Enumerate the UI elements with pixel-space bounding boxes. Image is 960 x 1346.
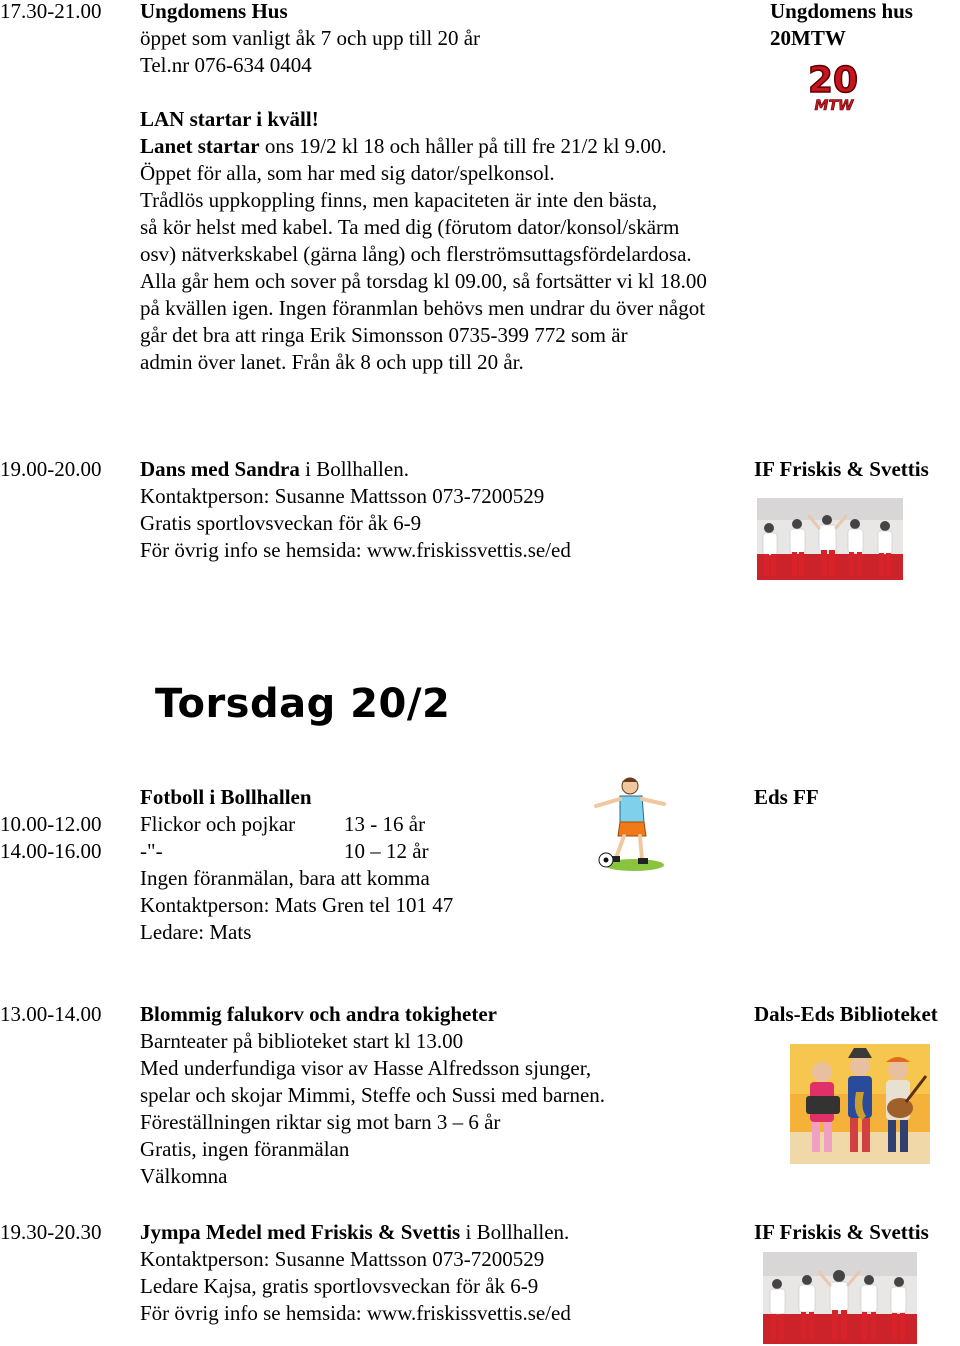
- lan-line-bold: Lanet startar: [140, 134, 260, 158]
- org-ungdomens-hus: [770, 0, 913, 52]
- event-line: Kontaktperson: Susanne Mattsson 073-7200529: [140, 1247, 545, 1271]
- event-line: Kontaktperson: Susanne Mattsson 073-7200529: [140, 484, 545, 508]
- event-title: Blommig falukorv och andra tokigheter: [140, 1002, 497, 1026]
- org-friskis-2: IF Friskis & Svettis: [754, 1220, 929, 1244]
- event-line: Föreställningen riktar sig mot barn 3 – 6 år: [140, 1110, 501, 1134]
- event-line: Kontaktperson: Mats Gren tel 101 47: [140, 893, 454, 917]
- football-age-1: 13 - 16 år: [344, 812, 426, 836]
- time-football-2: 14.00-16.00: [0, 839, 102, 863]
- jympa-group-photo: [763, 1252, 917, 1344]
- lan-line: [140, 133, 707, 160]
- event-title: Dans med Sandra: [140, 457, 300, 481]
- event-line: För övrig info se hemsida: www.friskissvettis.se/ed: [140, 538, 571, 562]
- event-line: Med underfundiga visor av Hasse Alfredsson sjunger,: [140, 1056, 592, 1080]
- event-line: Barnteater på biblioteket start kl 13.00: [140, 1029, 464, 1053]
- football-age-2: 10 – 12 år: [344, 839, 429, 863]
- football-player-illustration: [590, 772, 670, 872]
- logo-small-text: MTW: [814, 98, 854, 114]
- event-line: Gratis sportlovsveckan för åk 6-9: [140, 511, 422, 535]
- event-line: Gratis, ingen föranmälan: [140, 1137, 350, 1161]
- football-details: [140, 865, 453, 946]
- event-ungdomens-hus: [140, 0, 480, 79]
- org-line: Ungdomens hus: [770, 0, 913, 23]
- theater-performers-photo: [790, 1044, 930, 1164]
- event-dans: [140, 456, 571, 564]
- event-line: spelar och skojar Mimmi, Steffe och Sussi med barnen.: [140, 1083, 606, 1107]
- event-title: Ungdomens Hus: [140, 0, 288, 23]
- time-jympa: 19.30-20.30: [0, 1220, 102, 1244]
- football-who-2: -"-: [140, 839, 163, 863]
- event-line: För övrig info se hemsida: www.friskissvettis.se/ed: [140, 1301, 571, 1325]
- lan-line: så kör helst med kabel. Ta med dig (förutom dator/konsol/skärm: [140, 215, 680, 239]
- dance-group-photo: [757, 498, 903, 580]
- org-friskis: IF Friskis & Svettis: [754, 457, 929, 481]
- event-title: Jympa Medel med Friskis & Svettis: [140, 1220, 461, 1244]
- org-eds-ff: Eds FF: [754, 785, 819, 809]
- event-theater: [140, 1001, 605, 1190]
- time-dans: 19.00-20.00: [0, 457, 102, 481]
- twenty-mtw-logo-icon: [802, 58, 864, 114]
- lan-line: går det bra att ringa Erik Simonsson 0735-399 772 som är: [140, 323, 628, 347]
- event-line: Ingen föranmälan, bara att komma: [140, 866, 430, 890]
- time-football-1: 10.00-12.00: [0, 812, 102, 836]
- lan-line: Trådlös uppkoppling finns, men kapaciteten är inte den bästa,: [140, 188, 658, 212]
- football-who-1: Flickor och pojkar: [140, 812, 296, 836]
- event-line: Ledare Kajsa, gratis sportlovsveckan för åk 6-9: [140, 1274, 539, 1298]
- event-line: öppet som vanligt åk 7 och upp till 20 år: [140, 26, 481, 50]
- event-line: Tel.nr 076-634 0404: [140, 53, 312, 77]
- org-biblioteket: Dals-Eds Biblioteket: [754, 1002, 938, 1026]
- logo-big-text: 20: [807, 60, 859, 101]
- event-line: Välkomna: [140, 1164, 228, 1188]
- lan-line: Öppet för alla, som har med sig dator/spelkonsol.: [140, 161, 555, 185]
- football-title-row: [140, 784, 312, 811]
- lan-title: LAN startar i kväll!: [140, 107, 319, 131]
- lan-line-rest: ons 19/2 kl 18 och håller på till fre 21/2 kl 9.00.: [259, 134, 667, 158]
- event-title: Fotboll i Bollhallen: [140, 785, 312, 809]
- event-title-rest: i Bollhallen.: [460, 1220, 570, 1244]
- lan-block: [140, 106, 707, 376]
- event-jympa: [140, 1219, 571, 1327]
- event-line: Ledare: Mats: [140, 920, 252, 944]
- org-line: 20MTW: [770, 26, 846, 50]
- lan-line: admin över lanet. Från åk 8 och upp till 20 år.: [140, 350, 524, 374]
- day-heading: Torsdag 20/2: [155, 681, 451, 727]
- time-ungdomens-hus: 17.30-21.00: [0, 0, 102, 23]
- lan-line: på kvällen igen. Ingen föranmlan behövs men undrar du över något: [140, 296, 706, 320]
- lan-line: Alla går hem och sover på torsdag kl 09.00, så fortsätter vi kl 18.00: [140, 269, 707, 293]
- event-title-rest: i Bollhallen.: [299, 457, 409, 481]
- lan-line: osv) nätverkskabel (gärna lång) och flerströmsuttagsfördelardosa.: [140, 242, 692, 266]
- time-theater: 13.00-14.00: [0, 1002, 102, 1026]
